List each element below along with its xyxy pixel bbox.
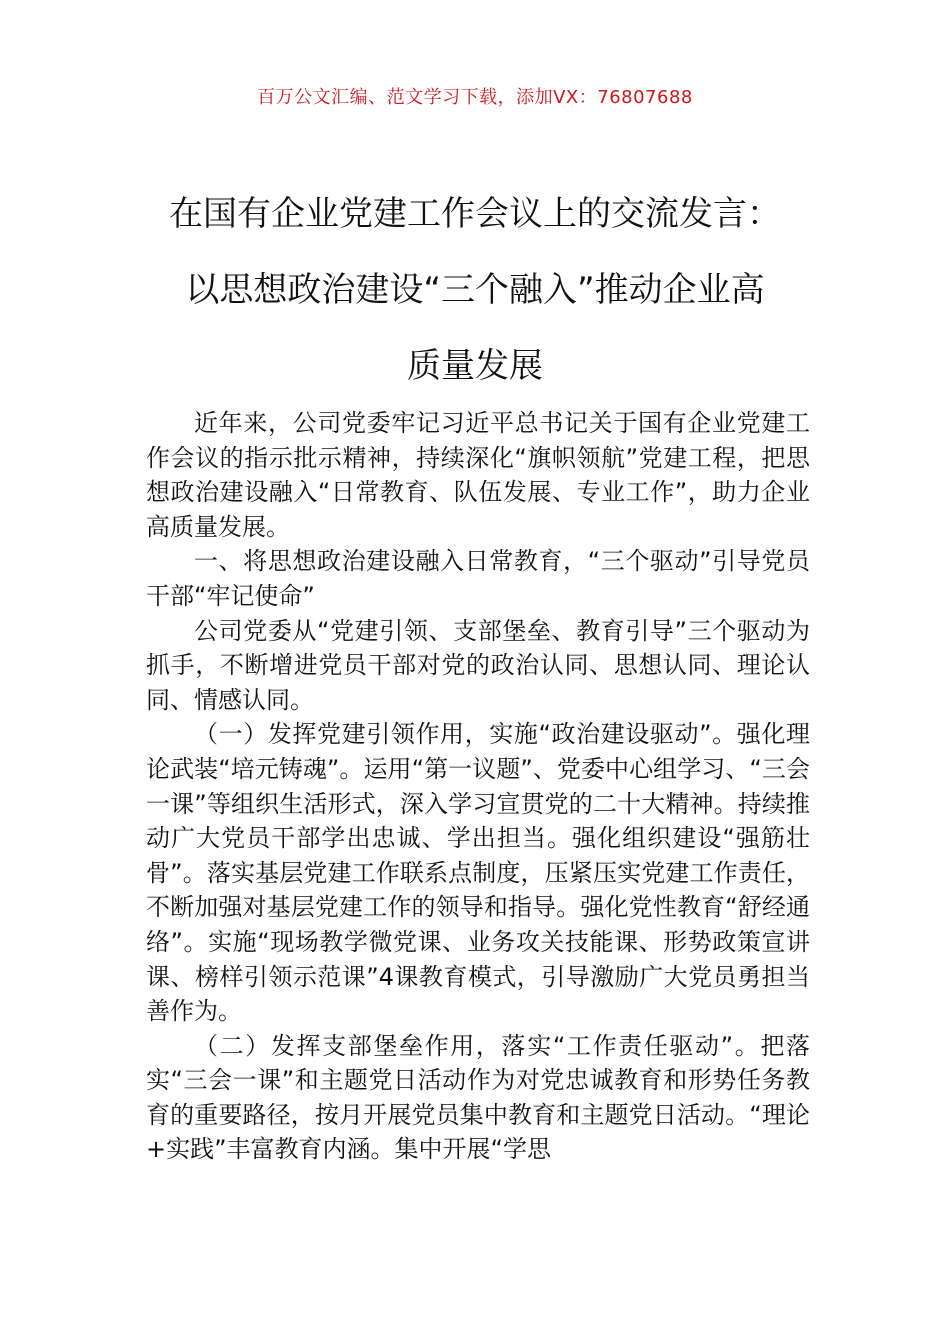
- title-line-2: 以思想政治建设“三个融入”推动企业高: [185, 270, 765, 310]
- title-line-3: 质量发展: [407, 346, 543, 386]
- paragraph-subsection-1: （一）发挥党建引领作用，实施“政治建设驱动”。强化理论武装“培元铸魂”。运用“第一议题”、党委中心组学习、“三会一课”等组织生活形式，深入学习宣贯党的二十大精神。持续推动广大党员干部学出忠诚、学出担当。强化组织建设“强筋壮骨”。落实基层党建工作联系点制度，压紧压实党建工作责任，不断加强对基层党建工作的领导和指导。强化党性教育“舒经通络”。实施“现场教学微党课、业务攻关技能课、形势政策宣讲课、榜样引领示范课”4课教育模式，引导激励广大党员勇担当善作为。: [146, 720, 810, 1026]
- paragraph-intro: 近年来，公司党委牢记习近平总书记关于国有企业党建工作会议的指示批示精神，持续深化“旗帜领航”党建工程，把思想政治建设融入“日常教育、队伍发展、专业工作”，助力企业高质量发展。: [146, 409, 810, 541]
- header-watermark-note: 百万公文汇编、范文学习下载，添加VX：76807688: [257, 87, 693, 108]
- document-title: [100, 176, 850, 404]
- paragraph-section-1-intro: 公司党委从“党建引领、支部堡垒、教育引导”三个驱动为抓手，不断增进党员干部对党的政治认同、思想认同、理论认同、情感认同。: [146, 616, 810, 714]
- section-heading-1: 一、将思想政治建设融入日常教育，“三个驱动”引导党员干部“牢记使命”: [146, 547, 810, 610]
- title-line-1: 在国有企业党建工作会议上的交流发言：: [169, 194, 781, 234]
- paragraph-subsection-2: （二）发挥支部堡垒作用，落实“工作责任驱动”。把落实“三会一课”和主题党日活动作为对党忠诚教育和形势任务教育的重要路径，按月开展党员集中教育和主题党日活动。“理论+实践”丰富教育内涵。集中开展“学思: [146, 1031, 810, 1164]
- document-body: [146, 406, 810, 1167]
